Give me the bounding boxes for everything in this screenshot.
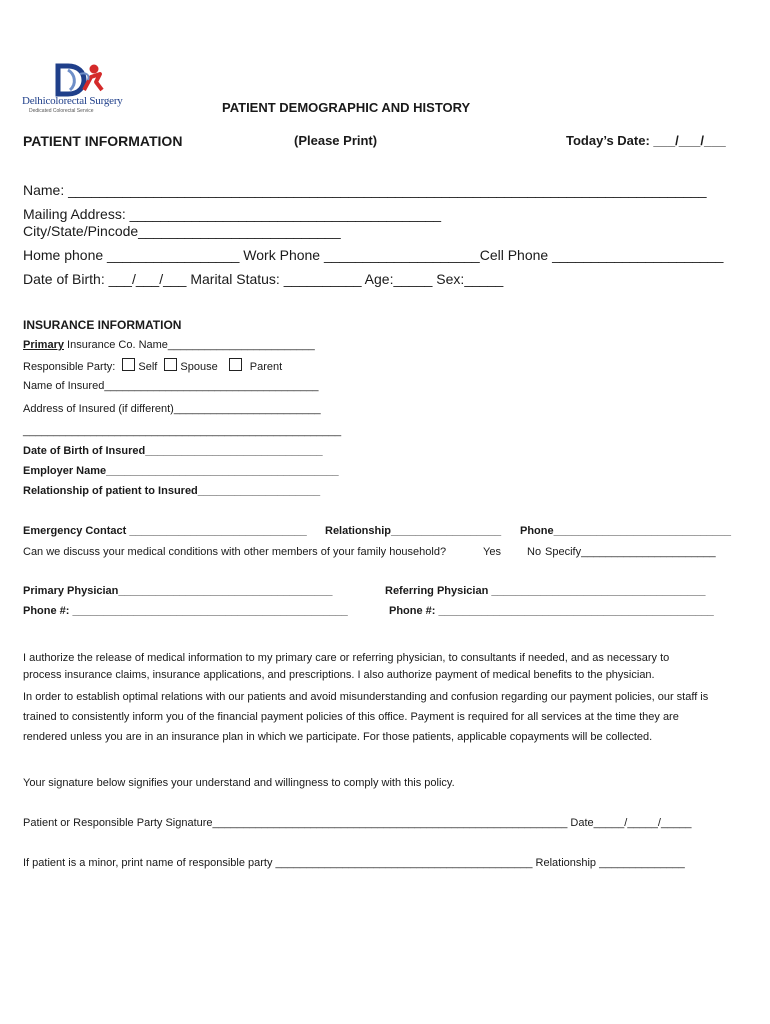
- please-print-note: (Please Print): [294, 133, 378, 148]
- parent-label: Parent: [249, 361, 283, 373]
- clinic-logo: [22, 60, 137, 116]
- primary-insurance-field[interactable]: [23, 339, 315, 351]
- signature-and-date-field[interactable]: Patient or Responsible Party Signature__________________________________________________________ Date_____/_____/_____: [23, 817, 692, 829]
- payment-policy-line-1: In order to establish optimal relations with our patients and avoid misunderstanding and confusion regarding our payment policies, our staff is: [23, 691, 709, 703]
- emergency-contact-field[interactable]: Emergency Contact _____________________________: [23, 525, 307, 537]
- referring-physician-phone-field[interactable]: Phone #: _____________________________________________: [389, 605, 714, 617]
- clinic-logo-tagline: Dedicated Colorectal Service: [29, 108, 94, 114]
- self-label: Self: [138, 361, 158, 373]
- address-of-insured-line-2[interactable]: ____________________________________________________: [23, 425, 342, 437]
- relationship-to-insured-field[interactable]: Relationship of patient to Insured____________________: [23, 485, 321, 497]
- employer-name-field[interactable]: Employer Name______________________________________: [23, 465, 339, 477]
- authorization-paragraph-line-2: process insurance claims, insurance applications, and prescriptions. I also authorize payment of medical benefits to the physician.: [23, 669, 655, 681]
- dob-of-insured-field[interactable]: Date of Birth of Insured_____________________________: [23, 445, 323, 457]
- referring-physician-field[interactable]: Referring Physician ___________________________________: [385, 585, 706, 597]
- section-insurance-information: INSURANCE INFORMATION: [23, 318, 182, 332]
- clinic-logo-name: Delhicolorectal Surgery: [22, 95, 123, 107]
- responsible-party-label: Responsible Party:: [23, 361, 116, 373]
- spouse-checkbox[interactable]: [164, 358, 177, 371]
- name-of-insured-field[interactable]: Name of Insured___________________________________: [23, 380, 319, 392]
- primary-label: Primary: [23, 339, 64, 351]
- family-discussion-question: Can we discuss your medical conditions with other members of your family household?: [23, 546, 447, 558]
- todays-date-field[interactable]: Today’s Date: ___/___/___: [566, 133, 726, 148]
- emergency-phone-field[interactable]: Phone_____________________________: [520, 525, 732, 537]
- emergency-relationship-field[interactable]: Relationship__________________: [325, 525, 502, 537]
- payment-policy-line-3: rendered unless you are in an insurance plan in which we participate. For those patients, applicable copayments will be collected.: [23, 731, 653, 743]
- name-field[interactable]: Name: __________________________________________________________________________________: [23, 182, 707, 198]
- primary-physician-phone-field[interactable]: Phone #: _____________________________________________: [23, 605, 348, 617]
- spouse-label: Spouse: [180, 361, 218, 373]
- yes-option[interactable]: Yes: [483, 546, 501, 558]
- dob-marital-age-sex-fields[interactable]: Date of Birth: ___/___/___ Marital Status: __________ Age:_____ Sex:_____: [23, 271, 504, 287]
- form-title: PATIENT DEMOGRAPHIC AND HISTORY: [222, 100, 471, 115]
- minor-responsible-party-field[interactable]: If patient is a minor, print name of responsible party __________________________________________ Relationship ______________: [23, 857, 685, 869]
- mailing-address-field[interactable]: Mailing Address: ________________________________________: [23, 206, 442, 222]
- parent-checkbox[interactable]: [229, 358, 242, 371]
- specify-field[interactable]: Specify______________________: [545, 546, 716, 558]
- authorization-paragraph-line-1: I authorize the release of medical information to my primary care or referring physician, to consultants if needed, and as necessary to: [23, 652, 670, 664]
- no-option[interactable]: No: [527, 546, 542, 558]
- city-state-pincode-field[interactable]: City/State/Pincode__________________________: [23, 223, 341, 239]
- address-of-insured-field[interactable]: Address of Insured (if different)________________________: [23, 403, 321, 415]
- primary-insurance-rest: Insurance Co. Name________________________: [63, 339, 315, 351]
- self-checkbox[interactable]: [122, 358, 135, 371]
- phone-fields[interactable]: Home phone _________________ Work Phone ____________________Cell Phone ______________________: [23, 247, 724, 263]
- primary-physician-field[interactable]: Primary Physician___________________________________: [23, 585, 333, 597]
- section-patient-information: PATIENT INFORMATION: [23, 133, 183, 149]
- responsible-party-row: [23, 358, 282, 373]
- signature-note: Your signature below signifies your understand and willingness to comply with this policy.: [23, 777, 455, 789]
- payment-policy-line-2: trained to consistently inform you of the financial payment policies of this office. Payment is required for all services at the time they are: [23, 711, 679, 723]
